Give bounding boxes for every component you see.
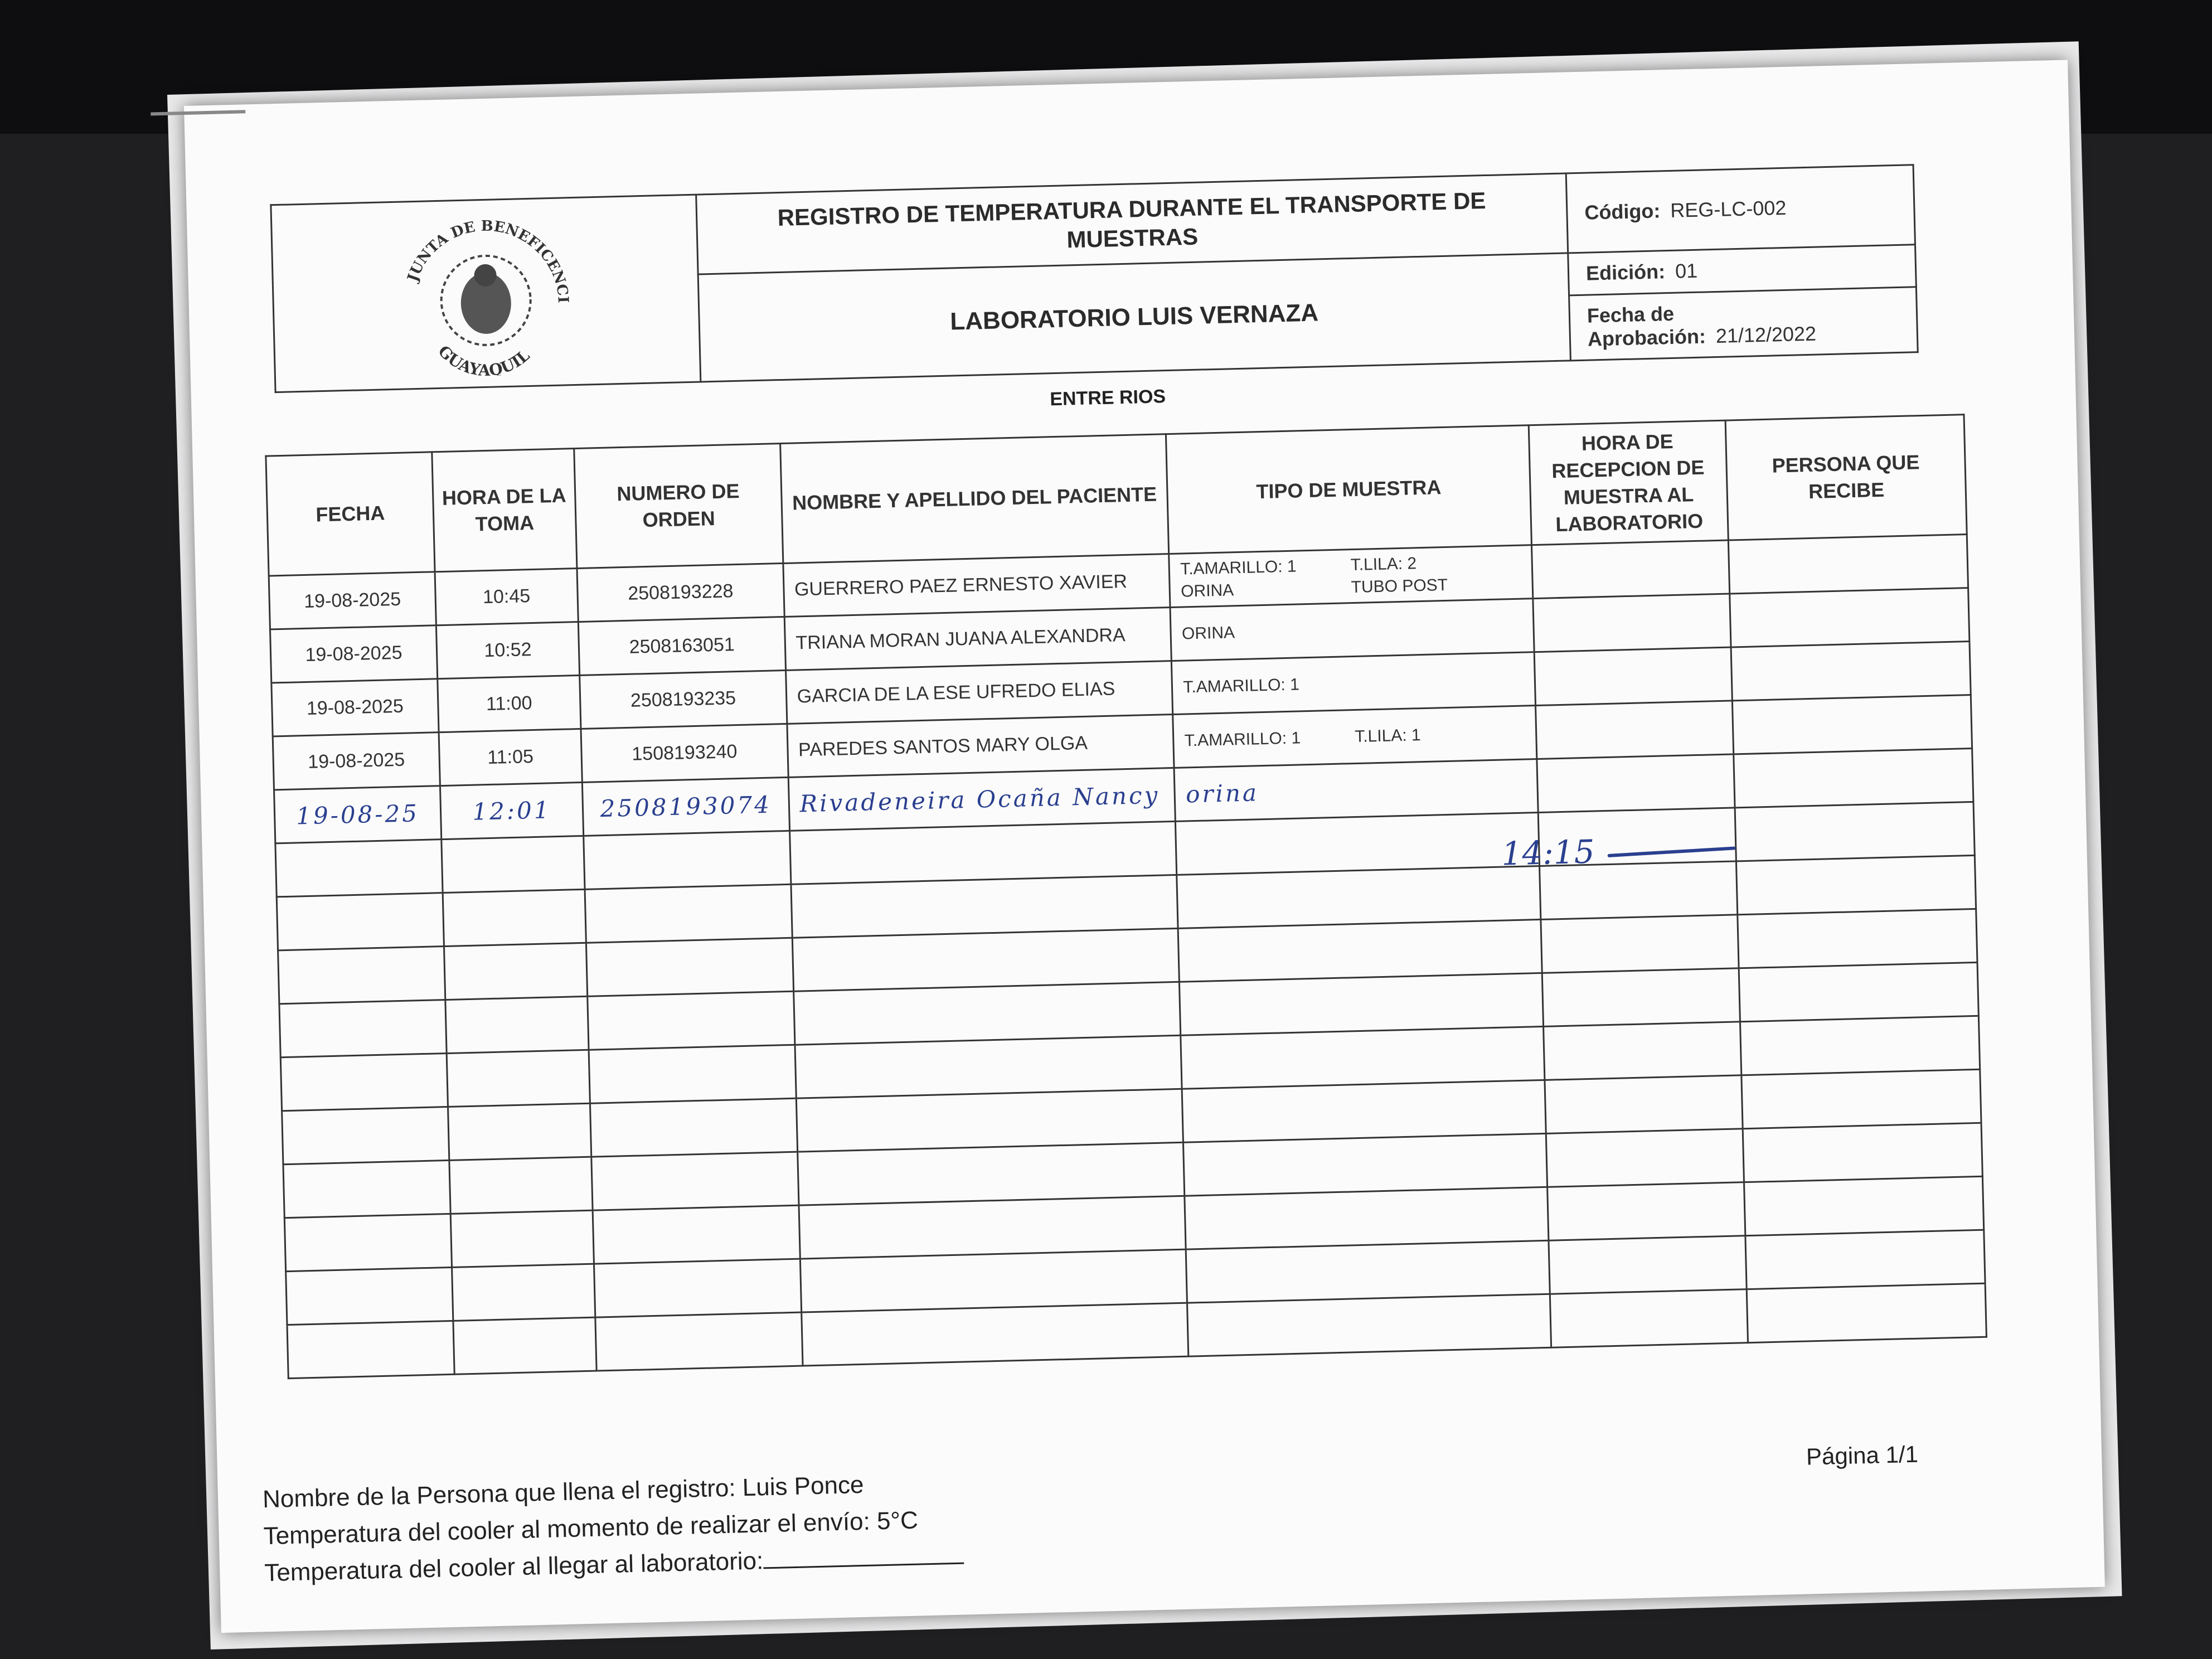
codigo-field: Código: REG-LC-002 — [1566, 165, 1915, 253]
cell-fecha: 19-08-2025 — [273, 733, 440, 790]
cell-tipo: orina — [1174, 759, 1537, 822]
footer-line-persona: Nombre de la Persona que llena el registro: Luis Ponce — [262, 1471, 865, 1514]
cell-orden: 2508163051 — [578, 617, 785, 675]
cell-fecha: 19-08-2025 — [270, 625, 437, 683]
cell-nombre: Rivadeneira Ocaña Nancy — [788, 768, 1176, 831]
col-hora-toma: HORA DE LA TOMA — [432, 449, 577, 572]
edicion-field: Edición: 01 — [1568, 245, 1917, 295]
cell-hora: 10:52 — [436, 622, 579, 678]
samples-table — [265, 414, 1987, 1379]
fecha-aprobacion-field: Fecha de Aprobación: 21/12/2022 — [1569, 287, 1918, 360]
cell-tipo: ORINA — [1170, 599, 1534, 661]
svg-text:GUAYAQUIL: GUAYAQUIL — [434, 342, 533, 378]
form-sheet — [184, 60, 2105, 1633]
document-title: REGISTRO DE TEMPERATURA DURANTE EL TRANSPORTE DE MUESTRAS — [696, 173, 1568, 274]
cell-hora: 11:05 — [439, 729, 582, 785]
col-nombre-paciente: NOMBRE Y APELLIDO DEL PACIENTE — [780, 434, 1169, 564]
beneficencia-seal-icon — [389, 206, 583, 378]
cell-orden: 2508193228 — [577, 563, 784, 622]
footer-notes — [262, 1464, 964, 1592]
cell-orden: 2508193235 — [580, 670, 787, 729]
svg-text:JUNTA DE BENEFICENCIA: JUNTA DE BENEFICENCIA — [389, 206, 571, 304]
page-number: Página 1/1 — [1806, 1440, 1919, 1470]
cell-hora: 12:01 — [440, 782, 583, 839]
col-tipo-muestra: TIPO DE MUESTRA — [1166, 425, 1531, 554]
cell-hora: 10:45 — [435, 569, 578, 625]
cell-fecha: 19-08-25 — [274, 786, 442, 843]
cell-hora: 11:00 — [438, 675, 581, 732]
col-fecha: FECHA — [266, 452, 435, 576]
cell-nombre: TRIANA MORAN JUANA ALEXANDRA — [784, 608, 1172, 671]
cell-fecha: 19-08-2025 — [269, 572, 436, 629]
section-label: ENTRE RIOS — [1049, 386, 1166, 410]
footer-line-temp-envio: Temperatura del cooler al momento de realizar el envío: 5°C — [263, 1506, 919, 1550]
cell-nombre: GARCIA DE LA ESE UFREDO ELIAS — [785, 661, 1173, 724]
col-persona-recibe: PERSONA QUE RECIBE — [1725, 415, 1967, 540]
logo-cell — [271, 195, 701, 392]
cell-nombre: PAREDES SANTOS MARY OLGA — [787, 714, 1174, 777]
cell-fecha: 19-08-2025 — [271, 679, 439, 736]
cell-orden: 1508193240 — [581, 724, 788, 782]
lab-name: LABORATORIO LUIS VERNAZA — [698, 253, 1570, 382]
cell-tipo: T.AMARILLO: 1 T.LILA: 2 ORINA TUBO POST — [1169, 545, 1532, 608]
cell-orden: 2508193074 — [582, 777, 789, 836]
form-header — [270, 164, 1918, 393]
handwritten-reception-time: 14:15 — [1501, 832, 1595, 873]
footer-line-temp-llegada: Temperatura del cooler al llegar al laboratorio: — [264, 1538, 964, 1592]
cell-nombre: GUERRERO PAEZ ERNESTO XAVIER — [783, 554, 1170, 617]
col-hora-recepcion: HORA DE RECEPCION DE MUESTRA AL LABORATORIO — [1529, 420, 1728, 545]
blank-line — [763, 1542, 964, 1569]
col-numero-orden: NUMERO DE ORDEN — [574, 444, 783, 569]
cell-tipo: T.AMARILLO: 1 T.LILA: 1 — [1173, 706, 1536, 768]
cell-tipo: T.AMARILLO: 1 — [1172, 652, 1535, 715]
